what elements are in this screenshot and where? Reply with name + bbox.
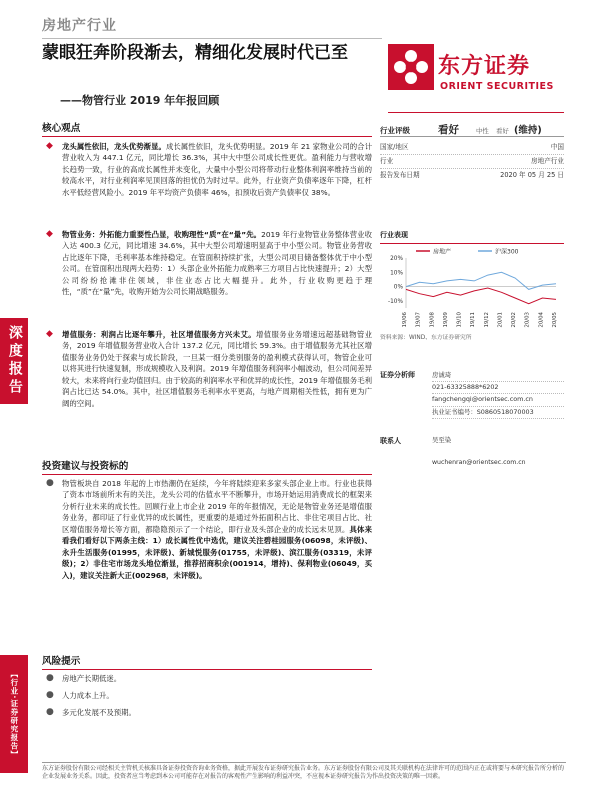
bullet-icon: ●	[46, 690, 54, 700]
bullet-icon: ◆	[46, 229, 53, 239]
perf-chart	[380, 246, 564, 332]
x-tick-label: 20/02	[511, 312, 518, 328]
core-view-2-lead: 物管业务：外拓能力重要性凸显，收购理性“质”在“量”先。	[62, 230, 262, 239]
analyst-name: 房诚琦	[432, 371, 452, 379]
core-views-heading: 核心观点	[42, 123, 81, 134]
core-view-2-text: 2019 年行业物管业务整体营业收入达 400.3 亿元，同比增速 34.6%，其中大型公司增速明显高于中小型公司。物管业务营收占比逐年下降，毛利率基本维持稳定。在管面积持续扩张，大型公司项目储备整体优于中小型公司。在管面积出现两大趋势：1）头部企业外拓能力成熟率三方项目占比快速提升；2）大型公司纷纷抢滩非住领域，非住业态占比大幅提升。此外，行业收购更趋于理性，“质”在“量”先，收购开始为公司长期战略服务。	[62, 230, 372, 297]
report-title: 蒙眼狂奔阶段渐去，精细化发展时代已至	[42, 43, 348, 63]
date-label: 报告发布日期	[380, 171, 420, 179]
y-tick-label: 20%	[390, 256, 403, 262]
legend-label: 房地产	[433, 248, 452, 256]
investment-heading: 投资建议与投资标的	[42, 461, 129, 472]
rating-row-region	[380, 142, 564, 152]
bullet-icon: ●	[46, 707, 54, 717]
risk-heading: 风险提示	[42, 656, 81, 667]
contact-label: 联系人	[380, 437, 401, 445]
region-label: 国家/地区	[380, 143, 409, 151]
investment-text	[62, 478, 372, 581]
risk-item: 多元化发展不及预期。	[62, 708, 136, 717]
rating-rule	[380, 136, 564, 137]
industry-row-value: 房地产行业	[531, 157, 564, 165]
orient-logo-icon	[388, 44, 434, 90]
x-tick-label: 19/09	[442, 312, 449, 328]
rating-prev: 看好	[496, 127, 509, 135]
rating-neutral: 中性	[476, 127, 489, 135]
perf-chart-rule	[380, 243, 564, 244]
core-view-1-text: 成长属性依旧，龙头优势明显。2019 年 21 家物业公司的合计营业收入为 447.1 亿元，同比增长 36.3%，其中大中型公司成长性更优。盈利能力与营收增长趋势一致，行业的高成长属性并未变化，大量中小型公司将带动行业整体利润率维持当前的较高水平，对行业利润率见顶回落的担忧仍为时过早。此外，行业资产负债率逐年下降，杠杆水平低经营风险小。2019 年平均资产负债率 46%，扣预收后资产负债率仅 38%。	[62, 142, 372, 197]
x-tick-label: 20/05	[552, 312, 558, 328]
analyst-phone: 021-63325888*6202	[432, 381, 564, 393]
core-view-3-text: 增值服务业务增速远超基础物管业务，2019 年增值服务营业收入合计 137.2 亿元，同比增长 59.3%。由于增值服务尤其社区增值服务业务仍处于探索与成长阶段，一旦某一细分类别服务的盈利模式获得认可，物管企业可以将其进行快速复制，形成规模收入及利润。2019 年增值服务利润率小幅波动，但公司间差异较大，未来将向行业均值回归。由于较高的利润率水平和优异的成长性，2019 年增值服务毛利润占比已达 54.0%。其中，社区增值服务毛利率水平更高，与地产周期相关性低，拥有更为广阔的空间。	[62, 330, 372, 408]
x-tick-label: 20/01	[497, 312, 504, 328]
rating-row-date	[380, 170, 564, 180]
bullet-icon: ●	[46, 673, 54, 683]
contact-name: 吴至染	[432, 436, 452, 444]
analyst-label: 证券分析师	[380, 371, 415, 379]
report-type-tab: 深度报告	[0, 318, 28, 404]
rating-row-industry	[380, 156, 564, 166]
region-value: 中国	[550, 143, 564, 151]
core-view-2	[62, 229, 372, 298]
analyst-cert: 执业证书编号：S0860518070003	[432, 406, 564, 419]
divider	[380, 168, 564, 169]
logo-rule	[388, 112, 564, 113]
core-view-1	[62, 141, 372, 198]
report-subtitle: ——物管行业 2019 年年报回顾	[60, 94, 220, 107]
core-views-rule	[42, 136, 372, 137]
perf-chart-heading: 行业表现	[380, 231, 408, 239]
date-value: 2020 年 05 月 25 日	[500, 171, 564, 179]
header-rule	[42, 38, 382, 39]
investment-picks: 具体来看我们看好以下两条主线：1）成长属性优中选优，建议关注碧桂园服务(06098，未评级)、永升生活服务(01995，未评级)、新城悦服务(01755，未评级)、滨江服务(03319，未评级)；2）非住宅市场龙头地位渐显，推荐招商积余(001914，增持)、保利物业(06049，买入)，建议关注新大正(002968，未评级)。	[62, 524, 372, 580]
y-tick-label: 10%	[390, 270, 403, 277]
risk-item: 房地产长期低迷。	[62, 674, 122, 683]
core-view-3	[62, 329, 372, 409]
x-tick-label: 19/08	[429, 312, 436, 328]
footer-rule	[42, 762, 566, 763]
investment-body: 物管板块自 2018 年起的上市热潮仍在延续，今年将陆续迎来多家头部企业上市。行业也获得了资本市场前所未有的关注，龙头公司的估值水平不断攀升，市场开始运用消费成长的框架来分析行业未来的成长性。回顾行业上市企业 2019 年的年报情况，无论是物管业务还是增值服务业务，都印证了行业优异的成长属性，更重要的是通过外拓面积占比、非住宅项目占比、社区增值服务增长等方面，都隐隐预示了一个结论，即行业及头部企业的成长远未见顶。	[62, 479, 372, 534]
divider	[380, 154, 564, 155]
series-line	[406, 272, 556, 289]
x-tick-label: 19/06	[402, 312, 408, 328]
series-tab: 【行业·证券研究报告】	[0, 655, 28, 773]
rating-label: 行业评级	[380, 126, 410, 135]
core-view-3-lead: 增值服务：利润占比逐年攀升，社区增值服务方兴未艾。	[62, 330, 256, 339]
investment-rule	[42, 474, 372, 475]
rating-value: 看好	[438, 124, 459, 136]
logo-name-cn: 东方证券	[438, 54, 531, 79]
x-tick-label: 19/11	[470, 312, 477, 328]
risk-rule	[42, 669, 372, 670]
legend-label: 沪深300	[495, 248, 519, 256]
analyst-info	[432, 370, 564, 419]
x-tick-label: 19/10	[456, 312, 463, 328]
x-tick-label: 19/12	[483, 312, 490, 328]
contact-email[interactable]: wuchenran@orientsec.com.cn	[432, 459, 526, 466]
bullet-icon: ●	[46, 478, 54, 488]
logo-name-en: ORIENT SECURITIES	[440, 81, 554, 92]
chart-source: 资料来源：WIND、东方证券研究所	[380, 335, 472, 341]
y-tick-label: -10%	[388, 298, 403, 305]
analyst-email[interactable]: fangchengqi@orientsec.com.cn	[432, 393, 564, 405]
core-view-1-lead: 龙头属性依旧，龙头优势渐显。	[62, 142, 166, 151]
x-tick-label: 19/07	[415, 312, 422, 328]
y-tick-label: 0%	[393, 284, 403, 291]
series-line	[406, 288, 556, 304]
bullet-icon: ◆	[46, 141, 53, 151]
rating-maintain: (维持)	[514, 125, 542, 136]
risk-item: 人力成本上升。	[62, 691, 114, 700]
industry-label: 房地产行业	[42, 18, 117, 34]
x-tick-label: 20/03	[524, 312, 531, 328]
x-tick-label: 20/04	[538, 312, 545, 328]
footer-disclaimer: 东方证券股份有限公司经相关主管机关核准具备证券投资咨询业务资格，据此开展发布证券研究报告业务。东方证券股份有限公司及其关联机构在法律许可的范围内正在或将要与本研究报告所分析的企业发展业务关系。因此，投资者应当考虑到本公司可能存在对报告的客观性产生影响的利益冲突，不应视本证券研究报告为作出投资决策的唯一因素。	[42, 765, 565, 781]
industry-row-label: 行业	[380, 157, 394, 165]
bullet-icon: ◆	[46, 329, 53, 339]
